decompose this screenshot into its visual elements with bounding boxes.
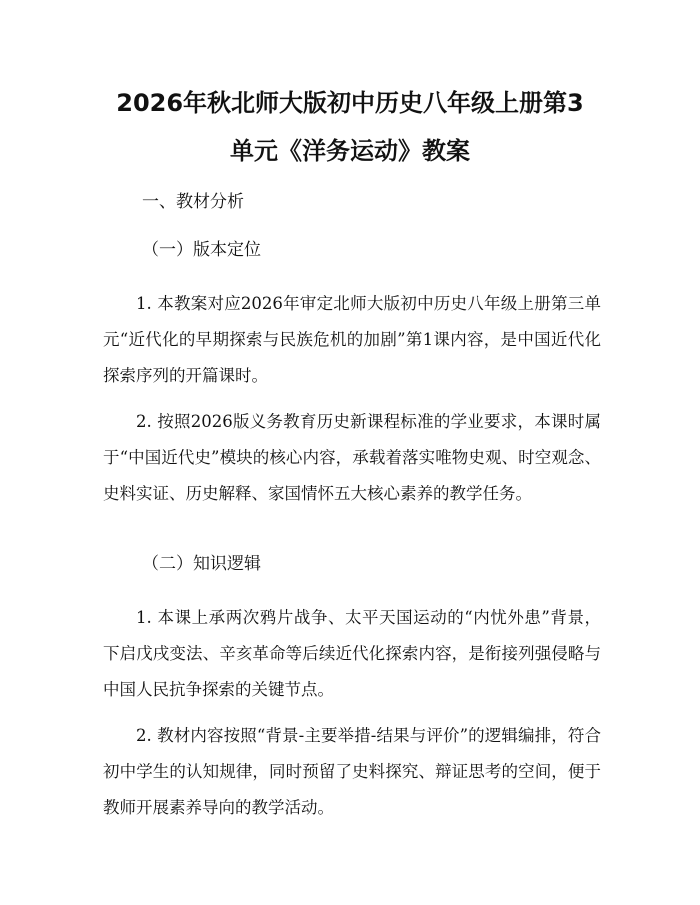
paragraph-logic-1: 1. 本课上承两次鸦片战争、太平天国运动的“内忧外患”背景，下启戊戌变法、辛亥革命等后续近代化探索内容，是衔接列强侵略与中国人民抗争探索的关键节点。: [103, 608, 601, 699]
paragraph-version-1: 1. 本教案对应2026年审定北师大版初中历史八年级上册第三单元“近代化的早期探索与民族危机的加剧”第1课内容，是中国近代化探索序列的开篇课时。: [103, 294, 601, 385]
paragraph-logic-2: 2. 教材内容按照“背景-主要举措-结果与评价”的逻辑编排，符合初中学生的认知规律，同时预留了史料探究、辩证思考的空间，便于教师开展素养导向的教学活动。: [103, 726, 601, 817]
subsection-heading-knowledge-logic: （二）知识逻辑: [142, 554, 261, 574]
subsection-heading-version-positioning: （一）版本定位: [142, 240, 261, 260]
document-title-line-1: 2026年秋北师大版初中历史八年级上册第3: [116, 89, 584, 117]
paragraph-version-2: 2. 按照2026版义务教育历史新课程标准的学业要求，本课时属于“中国近代史”模块的核心内容，承载着落实唯物史观、时空观念、史料实证、历史解释、家国情怀五大核心素养的教学任务。: [103, 412, 601, 503]
section-heading-textbook-analysis: 一、教材分析: [142, 192, 244, 212]
document-title-line-2: 单元《洋务运动》教案: [230, 137, 470, 165]
